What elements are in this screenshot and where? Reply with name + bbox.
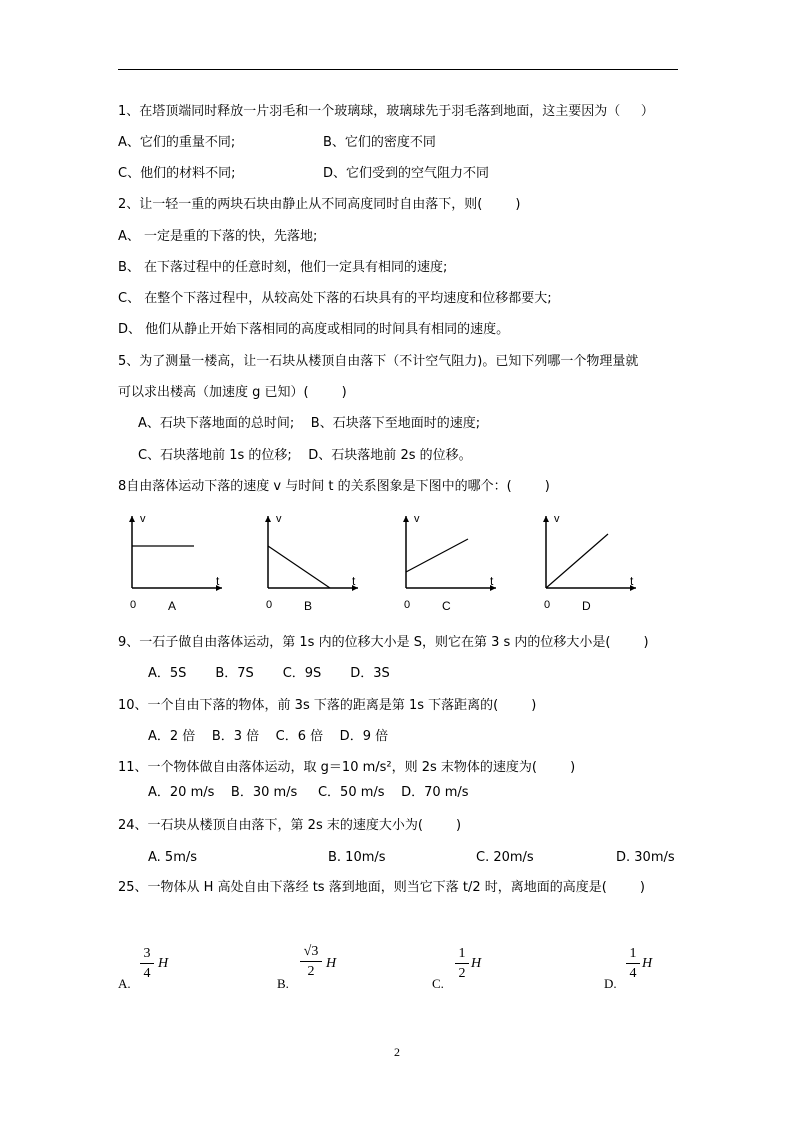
graph-d-v-label: v bbox=[554, 513, 560, 525]
graph-c-v-arrow bbox=[403, 516, 409, 522]
q2-option-a[interactable]: A、 一定是重的下落的快，先落地; bbox=[118, 229, 318, 244]
q25-a-numerator: 3 bbox=[143, 946, 151, 961]
q1-option-c[interactable]: C、他们的材料不同; bbox=[118, 166, 236, 181]
graph-b-letter: B bbox=[304, 599, 313, 613]
q5-stem-line2: 可以求出楼高（加速度 g 已知）( ) bbox=[118, 385, 347, 400]
graph-c-t-label: t bbox=[490, 574, 494, 588]
q5-options-cd[interactable]: C、石块落地前 1s 的位移; D、石块落地前 2s 的位移。 bbox=[138, 448, 472, 463]
q25-option-a-label[interactable]: A. bbox=[118, 976, 131, 991]
q25-option-b-label[interactable]: B. bbox=[277, 976, 289, 991]
q8-graphs bbox=[118, 506, 638, 614]
q25-stem: 25、一物体从 H 高处自由下落经 ts 落到地面，则当它下落 t/2 时，离地面的高度是( ) bbox=[118, 880, 645, 895]
q2-option-b[interactable]: B、 在下落过程中的任意时刻，他们一定具有相同的速度; bbox=[118, 260, 448, 275]
graph-c-origin-label: 0 bbox=[404, 599, 411, 611]
q5-stem-line1: 5、为了测量一楼高，让一石块从楼顶自由落下（不计空气阻力)。已知下列哪一个物理量就 bbox=[118, 354, 639, 369]
q25-option-d-label[interactable]: D. bbox=[604, 976, 617, 991]
graph-a-t-label: t bbox=[216, 574, 220, 588]
q25-d-H: H bbox=[642, 956, 653, 971]
q25-option-a-fraction bbox=[140, 946, 169, 981]
q25-a-denominator: 4 bbox=[143, 966, 151, 981]
graph-b-origin-label: 0 bbox=[266, 599, 273, 611]
q25-c-denominator: 2 bbox=[458, 966, 466, 981]
q25-option-c-label[interactable]: C. bbox=[432, 976, 444, 991]
fraction-bar bbox=[626, 963, 640, 964]
graph-d-letter: D bbox=[582, 599, 591, 613]
q24-option-a[interactable]: A. 5m/s bbox=[148, 850, 198, 865]
q24-option-c[interactable]: C. 20m/s bbox=[476, 850, 534, 865]
header-rule bbox=[118, 69, 678, 70]
q1-option-b[interactable]: B、它们的密度不同 bbox=[323, 135, 436, 150]
vt-graphs-figure bbox=[118, 506, 638, 614]
q11-options[interactable]: A．20 m/s B．30 m/s C．50 m/s D．70 m/s bbox=[148, 785, 469, 800]
q25-b-denominator: 2 bbox=[307, 964, 315, 979]
q10-stem: 10、一个自由下落的物体，前 3s 下落的距离是第 1s 下落距离的( ) bbox=[118, 698, 537, 713]
q10-options[interactable]: A．2 倍 B．3 倍 C．6 倍 D．9 倍 bbox=[148, 729, 389, 744]
q25-option-c-fraction bbox=[455, 946, 482, 981]
page-number: 2 bbox=[394, 1045, 400, 1059]
q9-options[interactable]: A．5S B．7S C．9S D．3S bbox=[148, 666, 390, 681]
q25-c-H: H bbox=[471, 956, 482, 971]
q1-option-a[interactable]: A、它们的重量不同; bbox=[118, 135, 236, 150]
q25-b-numerator: √3 bbox=[303, 944, 319, 959]
q25-d-denominator: 4 bbox=[629, 966, 637, 981]
q2-option-c[interactable]: C、 在整个下落过程中，从较高处下落的石块具有的平均速度和位移都要大; bbox=[118, 291, 552, 306]
fraction-bar bbox=[455, 963, 469, 964]
q5-options-ab[interactable]: A、石块下落地面的总时间; B、石块落下至地面时的速度; bbox=[138, 416, 481, 431]
q1-stem: 1、在塔顶端同时释放一片羽毛和一个玻璃球，玻璃球先于羽毛落到地面，这主要因为（ ） bbox=[118, 104, 654, 119]
graph-d-t-label: t bbox=[630, 574, 634, 588]
graph-a-origin-label: 0 bbox=[130, 599, 137, 611]
graph-a-letter: A bbox=[168, 599, 177, 613]
graph-b-v-label: v bbox=[276, 513, 282, 525]
graph-a-v-arrow bbox=[129, 516, 135, 522]
q24-stem: 24、一石块从楼顶自由落下，第 2s 末的速度大小为( ) bbox=[118, 818, 462, 833]
q25-d-numerator: 1 bbox=[629, 946, 637, 961]
q1-option-d[interactable]: D、它们受到的空气阻力不同 bbox=[323, 166, 490, 181]
graph-d-origin-label: 0 bbox=[544, 599, 551, 611]
fraction-bar bbox=[140, 963, 154, 964]
q25-b-H: H bbox=[326, 956, 337, 971]
q9-stem: 9、一石子做自由落体运动，第 1s 内的位移大小是 S，则它在第 3 s 内的位移大小是( ) bbox=[118, 635, 649, 650]
graph-c-letter: C bbox=[442, 599, 451, 613]
q25-option-d-fraction bbox=[626, 946, 653, 981]
graph-c-vt-line bbox=[406, 539, 468, 572]
fraction-bar bbox=[300, 961, 322, 962]
graph-b-t-label: t bbox=[352, 574, 356, 588]
graph-c-v-label: v bbox=[414, 513, 420, 525]
q11-stem: 11、一个物体做自由落体运动，取 g＝10 m/s²，则 2s 末物体的速度为( ) bbox=[118, 760, 576, 775]
graph-d-vt-line bbox=[546, 534, 608, 588]
q24-option-d[interactable]: D. 30m/s bbox=[616, 850, 675, 865]
q25-c-numerator: 1 bbox=[458, 946, 466, 961]
graph-b-vt-line bbox=[268, 546, 330, 588]
q25-option-b-fraction bbox=[300, 944, 337, 979]
graph-b-v-arrow bbox=[265, 516, 271, 522]
q2-stem: 2、让一轻一重的两块石块由静止从不同高度同时自由落下，则( ) bbox=[118, 197, 521, 212]
q2-option-d[interactable]: D、 他们从静止开始下落相同的高度或相同的时间具有相同的速度。 bbox=[118, 322, 510, 337]
q25-a-H: H bbox=[158, 956, 169, 971]
q8-stem: 8自由落体运动下落的速度 v 与时间 t 的关系图象是下图中的哪个：( ) bbox=[118, 479, 550, 494]
graph-d-v-arrow bbox=[543, 516, 549, 522]
q24-option-b[interactable]: B. 10m/s bbox=[328, 850, 386, 865]
graph-a-v-label: v bbox=[140, 513, 146, 525]
